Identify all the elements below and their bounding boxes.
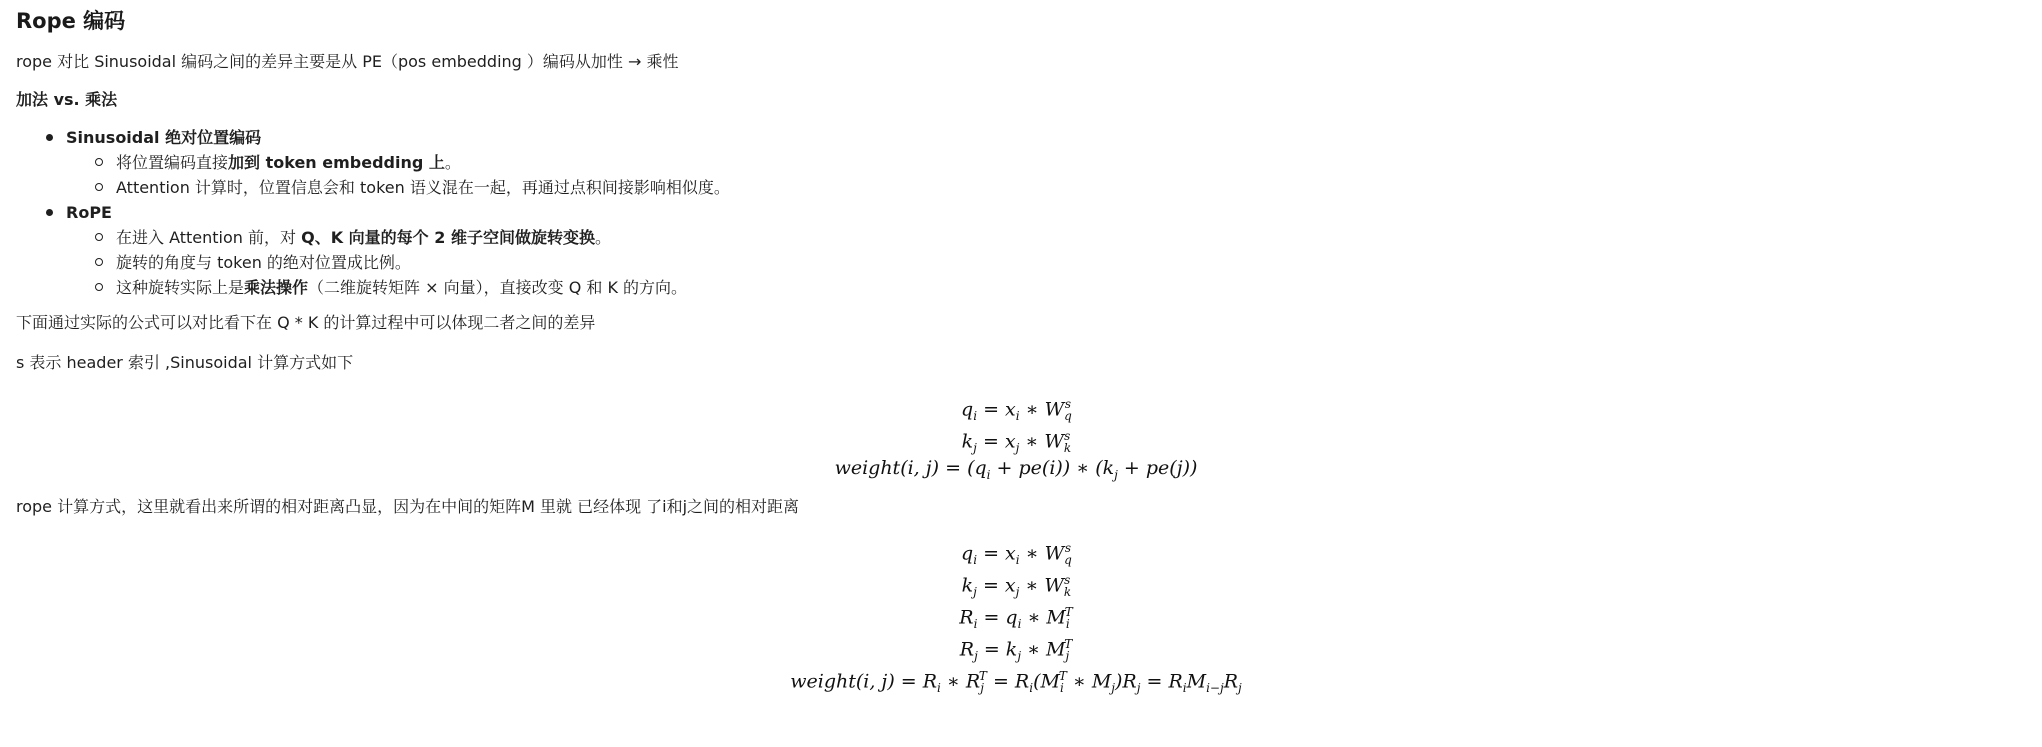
formula-line: $R_i = q_i$ ∗ $M_i^T$ xyxy=(959,605,1073,632)
hollow-bullet-icon xyxy=(95,233,103,241)
sinusoidal-formula-block xyxy=(16,388,2016,484)
section-heading: 加法 vs. 乘法 xyxy=(16,90,118,109)
list-item-label: Sinusoidal 绝对位置编码 xyxy=(66,128,262,147)
hollow-bullet-icon xyxy=(95,258,103,266)
bullet-icon xyxy=(46,209,53,216)
formula-line: $k_j = x_j$ ∗ $W_k^s$ xyxy=(961,429,1072,456)
sublist-bold-text: 加到 token embedding 上 xyxy=(228,153,445,172)
sublist-rope xyxy=(66,225,2016,300)
bullet-icon xyxy=(46,134,53,141)
comparison-list xyxy=(16,125,2016,300)
sublist-bold-text: 乘法操作 xyxy=(244,278,309,297)
formula-line: $q_i = x_i$ ∗ $W_q^s$ xyxy=(961,541,1072,568)
hollow-bullet-icon xyxy=(95,183,103,191)
sublist-sinusoidal xyxy=(66,150,2016,200)
hollow-bullet-icon xyxy=(95,283,103,291)
formula-line: $k_j = x_j$ ∗ $W_k^s$ xyxy=(961,573,1072,600)
sublist-text-end: （二维旋转矩阵 × 向量），直接改变 Q 和 K 的方向。 xyxy=(308,278,688,297)
rope-formula-block xyxy=(16,532,2016,696)
sinusoidal-paragraph: s 表示 header 索引 ,Sinusoidal 计算方式如下 xyxy=(16,353,354,372)
formula-line: weight(i, $j) = (q_i + pe(i))$ ∗ $(k_j + pe(j))$ xyxy=(834,457,1198,482)
hollow-bullet-icon xyxy=(95,158,103,166)
sublist-text: Attention 计算时，位置信息会和 token 语义混在一起，再通过点积间接影响相似度。 xyxy=(116,178,730,197)
sublist-text: 这种旋转实际上是 xyxy=(116,278,245,297)
sublist-text: 将位置编码直接 xyxy=(116,153,229,172)
sublist-item xyxy=(116,225,2016,250)
list-item-sinusoidal xyxy=(66,125,2016,200)
sublist-item xyxy=(116,275,2016,300)
sublist-text-end: 。 xyxy=(594,228,611,247)
compare-paragraph: 下面通过实际的公式可以对比看下在 Q * K 的计算过程中可以体现二者之间的差异 xyxy=(16,313,596,332)
formula-line: $q_i = x_i$ ∗ $W_q^s$ xyxy=(961,397,1072,424)
sublist-text-end: 。 xyxy=(444,153,461,172)
intro-paragraph: rope 对比 Sinusoidal 编码之间的差异主要是从 PE（pos embedding ）编码从加性 → 乘性 xyxy=(16,52,679,71)
list-item-label: RoPE xyxy=(66,203,112,222)
document xyxy=(16,6,2016,696)
formula-line: $R_j = k_j$ ∗ $M_j^T$ xyxy=(959,637,1073,664)
sublist-item xyxy=(116,175,2016,200)
sublist-item xyxy=(116,250,2016,275)
list-item-rope xyxy=(66,200,2016,300)
sublist-text: 在进入 Attention 前，对 xyxy=(116,228,302,247)
sublist-bold-text: Q、K 向量的每个 2 维子空间做旋转变换 xyxy=(301,228,595,247)
formula-line: weight(i, $j) = R_i$ ∗ $R_j^T = R_i(M_i^T$ ∗ $M_j)R_j = R_iM_{i-j}R_j$ xyxy=(790,669,1242,696)
sublist-text: 旋转的角度与 token 的绝对位置成比例。 xyxy=(116,253,411,272)
page-title: Rope 编码 xyxy=(16,9,126,33)
rope-paragraph: rope 计算方式，这里就看出来所谓的相对距离凸显，因为在中间的矩阵M 里就 已经体现 了i和j之间的相对距离 xyxy=(16,497,800,516)
sublist-item xyxy=(116,150,2016,175)
